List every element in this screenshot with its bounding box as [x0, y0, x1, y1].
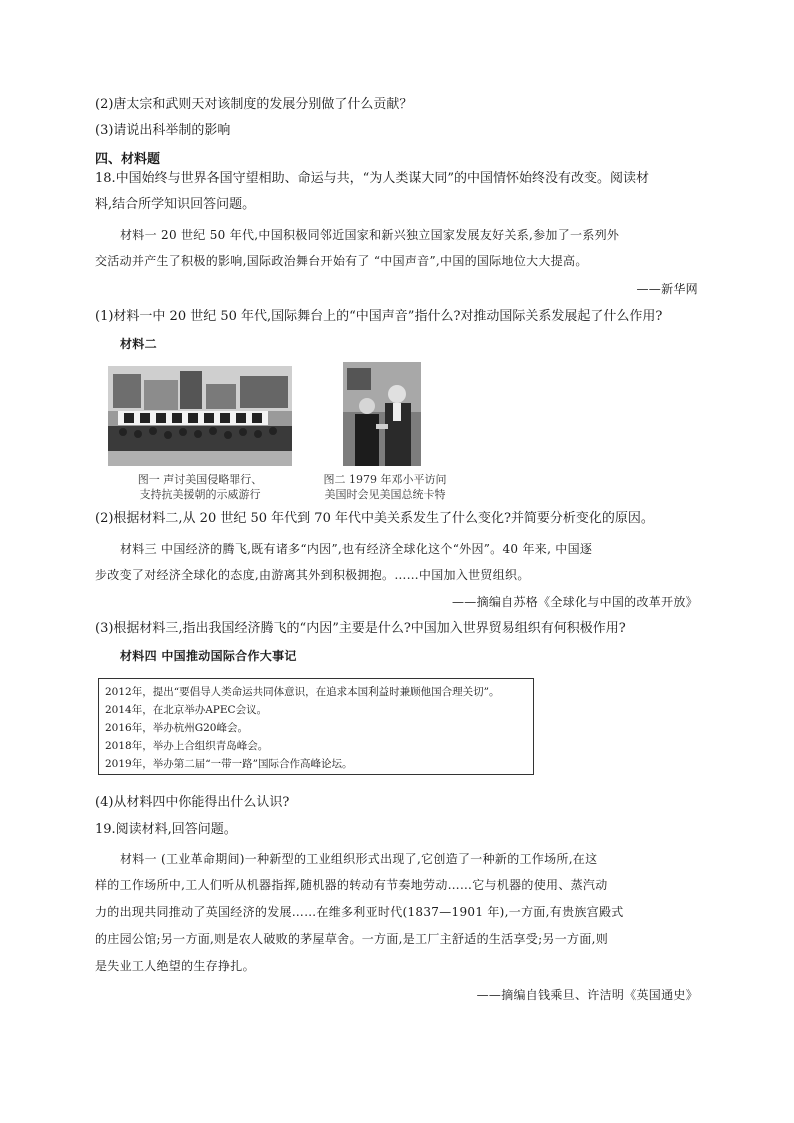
q18-sub2: (2)根据材料二,从 20 世纪 50 年代到 70 年代中美关系发生了什么变化?并简要分析变化的原因。: [95, 511, 654, 526]
q19-material1-line5: 是失业工人绝望的生存挣扎。: [95, 959, 255, 973]
figure1-caption-line1: 图一 声讨美国侵略罪行、: [137, 473, 263, 486]
q18-material4-table: [98, 678, 534, 775]
q19-material1-source: ——摘编自钱乘旦、许洁明《英国通史》: [476, 988, 698, 1002]
q19-material1-line1: 材料一 (工业革命期间)一种新型的工业组织形式出现了,它创造了一种新的工作场所,在这: [120, 852, 598, 866]
q19-material1-line4: 的庄园公馆;另一方面,则是农人破败的茅屋草舍。一方面,是工厂主舒适的生活享受;另一方面,则: [95, 932, 609, 946]
figure1-caption: [108, 472, 292, 502]
q19-material1-line3: 力的出现共同推动了英国经济的发展……在维多利亚时代(1837—1901 年),一方面,有贵族宫殿式: [95, 905, 624, 919]
q18-material1-line1: 材料一 20 世纪 50 年代,中国积极同邻近国家和新兴独立国家发展友好关系,参加了一系列外: [120, 228, 620, 242]
q18-material1-line2: 交活动并产生了积极的影响,国际政治舞台开始有了 “中国声音”,中国的国际地位大大提高。: [95, 254, 588, 268]
q18-material3-line2: 步改变了对经济全球化的态度,由游离其外到积极拥抱。……中国加入世贸组织。: [95, 568, 530, 582]
q18-stem-line1: 18.中国始终与世界各国守望相助、命运与共，“为人类谋大同”的中国情怀始终没有改变。阅读材: [95, 171, 649, 186]
handshake-photo: [343, 362, 421, 466]
q17-sub3: (3)请说出科举制的影响: [95, 123, 231, 138]
q18-material4-label: 材料四 中国推动国际合作大事记: [120, 649, 297, 663]
q18-sub1: (1)材料一中 20 世纪 50 年代,国际舞台上的“中国声音”指什么?对推动国际关系发展起了什么作用?: [95, 309, 663, 324]
figure2-caption: [300, 472, 470, 502]
q19-material1-line2: 样的工作场所中,工人们听从机器指挥,随机器的转动有节奏地劳动……它与机器的使用、蒸汽动: [95, 878, 608, 892]
q18-material3-source: ——摘编自苏格《全球化与中国的改革开放》: [451, 595, 698, 609]
section-title: 四、材料题: [95, 152, 161, 167]
timeline-row: 2018年，举办上合组织青岛峰会。: [105, 740, 269, 752]
q18-sub4: (4)从材料四中你能得出什么认识?: [95, 795, 290, 810]
q18-material2-label: 材料二: [120, 337, 157, 351]
figure2-caption-line2: 美国时会见美国总统卡特: [324, 488, 446, 501]
timeline-row: 2012年，提出“要倡导人类命运共同体意识，在追求本国利益时兼顾他国合理关切”。: [105, 686, 500, 698]
q18-material1-source: ——新华网: [636, 282, 698, 296]
timeline-row: 2016年，举办杭州G20峰会。: [105, 722, 248, 734]
q17-sub2: (2)唐太宗和武则天对该制度的发展分别做了什么贡献？: [95, 97, 413, 112]
q19-stem: 19.阅读材料,回答问题。: [95, 822, 237, 837]
figure1-caption-line2: 支持抗美援朝的示威游行: [139, 488, 261, 501]
figure2-caption-line1: 图二 1979 年邓小平访问: [323, 473, 447, 486]
q18-material3-line1: 材料三 中国经济的腾飞,既有诸多“内因”,也有经济全球化这个“外因”。40 年来, 中国逐: [120, 542, 593, 556]
q18-stem-line2: 料,结合所学知识回答问题。: [95, 197, 256, 212]
demonstration-photo: [108, 366, 292, 466]
timeline-row: 2014年，在北京举办APEC会议。: [105, 704, 268, 716]
timeline-row: 2019年，举办第二届“一带一路”国际合作高峰论坛。: [105, 758, 353, 770]
q18-sub3: (3)根据材料三,指出我国经济腾飞的“内因”主要是什么?中国加入世界贸易组织有何积极作用?: [95, 621, 626, 636]
